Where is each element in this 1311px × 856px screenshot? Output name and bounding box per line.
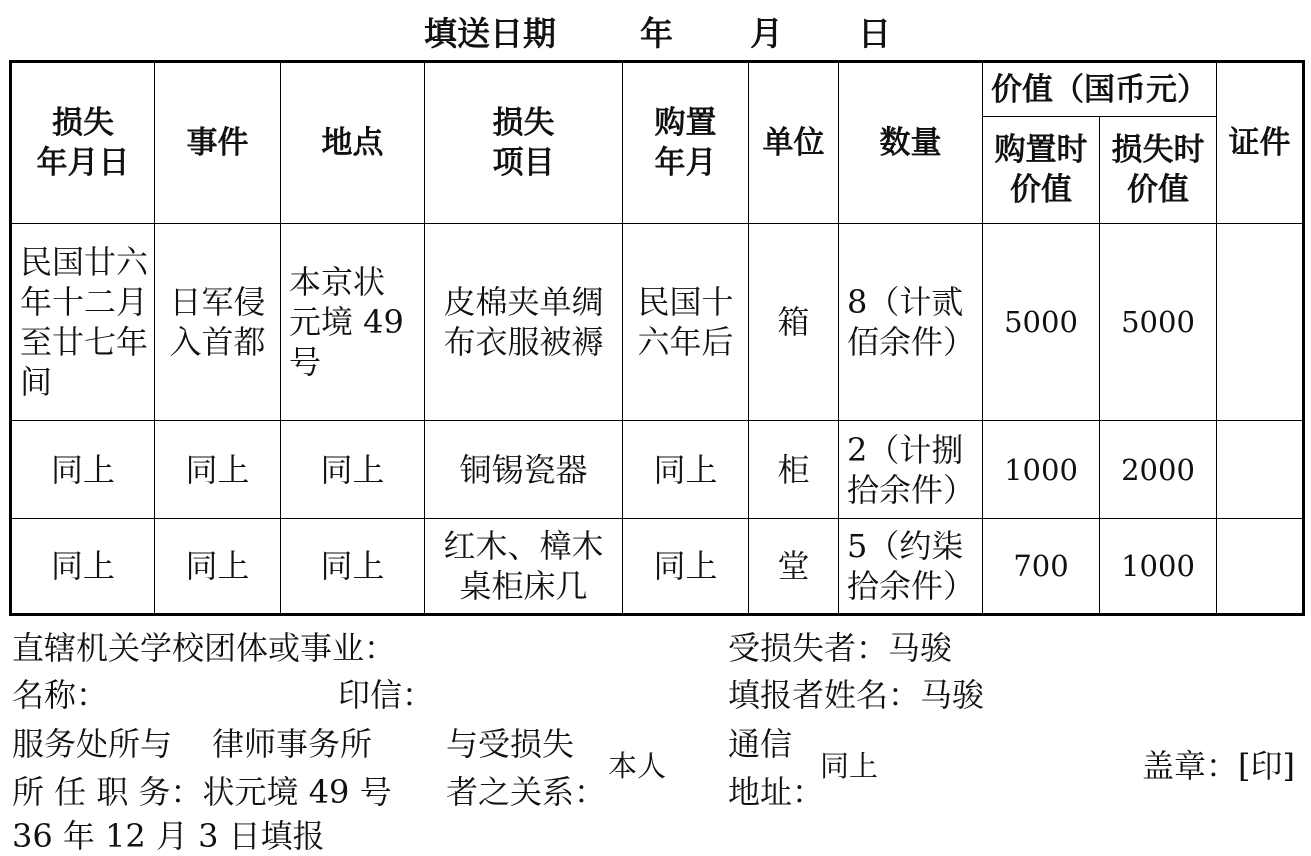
- table-row: [11, 519, 1304, 615]
- header-loss-value: 损失时 价值: [1100, 117, 1217, 224]
- date-label: 填送日期: [424, 14, 556, 53]
- header-value-group: 价值（国币元）: [983, 62, 1217, 117]
- cell-item: 皮棉夹单绸 布衣服被褥: [425, 224, 623, 421]
- cell-place: 本京状 元境 49 号: [281, 224, 425, 421]
- cell-place: 同上: [281, 519, 425, 615]
- cell-quantity: 2（计捌 拾余件）: [839, 421, 983, 519]
- service-value: 律师事务所: [212, 725, 373, 763]
- cell-item: 铜锡瓷器: [425, 421, 623, 519]
- relation-label-2: 者之关系：: [446, 773, 607, 811]
- cell-quantity: 8（计贰 佰余件）: [839, 224, 983, 421]
- cell-proof: [1217, 519, 1304, 615]
- report-date-header: [0, 8, 1311, 52]
- cell-loss-value: 2000: [1100, 421, 1217, 519]
- cell-loss-date: 同上: [11, 421, 155, 519]
- relation-label: 与受损失: [446, 725, 575, 763]
- month-label: 月: [750, 14, 783, 53]
- cell-proof: [1217, 224, 1304, 421]
- cell-purchase-value: 5000: [983, 224, 1100, 421]
- address-label: 通信: [728, 725, 793, 763]
- cell-loss-date: 同上: [11, 519, 155, 615]
- cell-loss-value: 1000: [1100, 519, 1217, 615]
- seal-label: 印信：: [338, 676, 435, 714]
- cell-proof: [1217, 421, 1304, 519]
- header-purchase-value: 购置时 价值: [983, 117, 1100, 224]
- cell-event: 同上: [155, 421, 281, 519]
- day-label: 日: [858, 14, 891, 53]
- reporter-label: 填报者姓名：马骏: [728, 676, 985, 714]
- table-row: [11, 224, 1304, 421]
- cell-place: 同上: [281, 421, 425, 519]
- loss-report-table: [9, 60, 1305, 616]
- cell-purchase-value: 1000: [983, 421, 1100, 519]
- header-place: 地点: [281, 62, 425, 224]
- cell-event: 同上: [155, 519, 281, 615]
- year-label: 年: [640, 14, 673, 53]
- cell-purchase-date: 同上: [623, 519, 749, 615]
- header-proof: 证件: [1217, 62, 1304, 224]
- cell-purchase-date: 同上: [623, 421, 749, 519]
- cell-event: 日军侵 入首都: [155, 224, 281, 421]
- victim-label: 受损失者：马骏: [728, 629, 953, 667]
- service-label: 服务处所与: [12, 725, 173, 763]
- cell-unit: 堂: [749, 519, 839, 615]
- cell-purchase-value: 700: [983, 519, 1100, 615]
- header-unit: 单位: [749, 62, 839, 224]
- header-purchase-date: 购置 年月: [623, 62, 749, 224]
- header-loss-date: 损失 年月日: [11, 62, 155, 224]
- table-row: [11, 421, 1304, 519]
- name-label: 名称：: [12, 676, 109, 714]
- org-label: 直辖机关学校团体或事业：: [12, 629, 397, 667]
- cell-quantity: 5（约柒 拾余件）: [839, 519, 983, 615]
- cell-unit: 箱: [749, 224, 839, 421]
- address-label-2: 地址：: [728, 773, 825, 811]
- header-quantity: 数量: [839, 62, 983, 224]
- stamp-label: 盖章：[印]: [1142, 747, 1295, 785]
- cell-unit: 柜: [749, 421, 839, 519]
- header-event: 事件: [155, 62, 281, 224]
- cell-purchase-date: 民国十 六年后: [623, 224, 749, 421]
- cell-item: 红木、樟木 桌柜床几: [425, 519, 623, 615]
- address-value: 同上: [820, 749, 879, 783]
- relation-value: 本人: [608, 749, 667, 783]
- header-item: 损失 项目: [425, 62, 623, 224]
- cell-loss-value: 5000: [1100, 224, 1217, 421]
- cell-loss-date: 民国廿六 年十二月 至廿七年 间: [11, 224, 155, 421]
- position-label: 所 任 职 务：状元境 49 号: [12, 773, 392, 811]
- report-date: 36 年 12 月 3 日填报: [12, 817, 325, 855]
